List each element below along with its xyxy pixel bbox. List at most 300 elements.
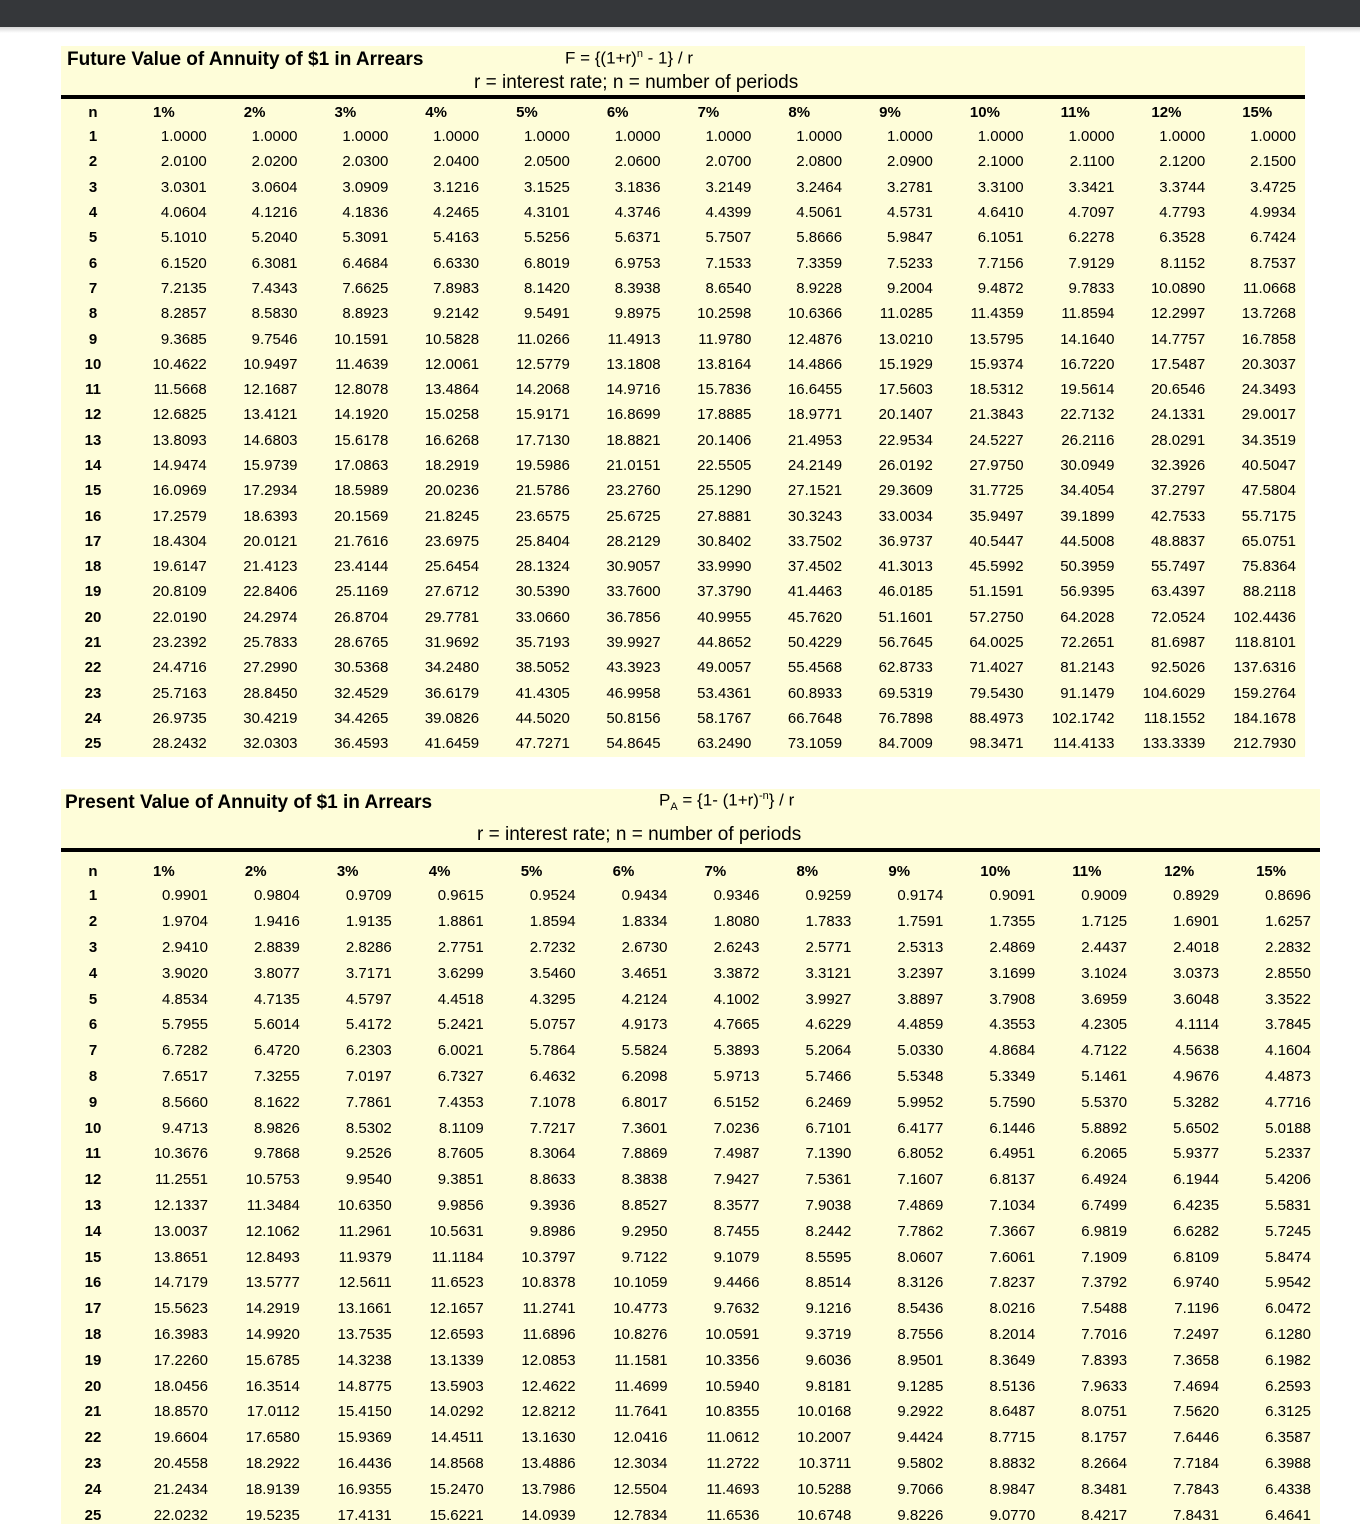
- value-cell: 16.6455: [787, 381, 843, 399]
- column-header-rate: 12%: [1164, 862, 1195, 880]
- value-cell: 98.3471: [969, 735, 1024, 753]
- value-cell: 11.0612: [706, 1429, 760, 1447]
- table-row: [61, 1012, 1320, 1038]
- period-cell: 5: [88, 990, 98, 1008]
- value-cell: 28.1324: [515, 558, 570, 576]
- value-cell: 2.2832: [1265, 938, 1311, 956]
- value-cell: 8.9826: [253, 1119, 300, 1137]
- top-bar-shadow: [0, 27, 1360, 33]
- value-cell: 6.7282: [162, 1042, 208, 1060]
- period-cell: 24: [84, 1480, 102, 1498]
- value-cell: 6.2303: [345, 1042, 392, 1060]
- value-cell: 6.4632: [529, 1067, 576, 1085]
- value-cell: 8.2442: [805, 1222, 852, 1240]
- value-cell: 24.3493: [1241, 381, 1296, 399]
- value-cell: 10.3356: [705, 1351, 760, 1369]
- value-cell: 4.5731: [887, 204, 933, 222]
- value-cell: 11.2961: [338, 1222, 392, 1240]
- value-cell: 46.9958: [606, 684, 661, 702]
- value-cell: 1.0000: [705, 128, 752, 146]
- value-cell: 6.6282: [1173, 1222, 1220, 1240]
- value-cell: 26.8704: [334, 608, 389, 626]
- value-cell: 5.8892: [1081, 1119, 1128, 1137]
- value-cell: 18.8570: [153, 1403, 208, 1421]
- value-cell: 7.8869: [621, 1145, 668, 1163]
- period-cell: 8: [88, 1067, 98, 1085]
- table-row: [61, 478, 1305, 503]
- value-cell: 8.5136: [989, 1377, 1036, 1395]
- column-header-rate: 11%: [1072, 862, 1102, 880]
- value-cell: 7.8237: [989, 1274, 1036, 1292]
- value-cell: 3.6959: [1081, 990, 1128, 1008]
- value-cell: 14.8775: [337, 1377, 392, 1395]
- value-cell: 6.1520: [160, 254, 207, 272]
- value-cell: 12.0853: [521, 1351, 576, 1369]
- column-header-rate: 15%: [1256, 862, 1287, 880]
- value-cell: 14.7757: [1150, 330, 1206, 348]
- value-cell: 8.9847: [989, 1480, 1036, 1498]
- period-cell: 2: [88, 913, 98, 931]
- value-cell: 6.1051: [977, 229, 1024, 247]
- value-cell: 2.9410: [162, 938, 208, 956]
- value-cell: 5.3282: [1173, 1093, 1220, 1111]
- value-cell: 8.3064: [529, 1145, 576, 1163]
- value-cell: 7.9129: [1068, 254, 1115, 272]
- value-cell: 92.5026: [1150, 659, 1206, 677]
- value-cell: 8.2857: [160, 305, 207, 323]
- value-cell: 64.0025: [969, 634, 1024, 652]
- period-cell: 3: [88, 178, 98, 196]
- value-cell: 4.2124: [621, 990, 668, 1008]
- value-cell: 6.1446: [989, 1119, 1036, 1137]
- table-header-row: [61, 859, 1320, 883]
- value-cell: 50.8156: [606, 709, 661, 727]
- value-cell: 30.3243: [787, 507, 843, 525]
- value-cell: 4.0604: [160, 204, 207, 222]
- value-cell: 8.8527: [621, 1196, 668, 1214]
- value-cell: 8.1109: [438, 1119, 484, 1137]
- value-cell: 5.0757: [529, 1016, 576, 1034]
- period-cell: 10: [84, 1119, 102, 1137]
- value-cell: 10.8355: [705, 1403, 760, 1421]
- value-cell: 44.5020: [515, 709, 570, 727]
- value-cell: 6.3988: [1265, 1454, 1311, 1472]
- value-cell: 4.4518: [437, 990, 484, 1008]
- value-cell: 7.8393: [1081, 1351, 1128, 1369]
- table-row: [61, 681, 1305, 706]
- value-cell: 3.7908: [989, 990, 1036, 1008]
- value-cell: 22.0232: [153, 1506, 208, 1524]
- value-cell: 36.7856: [606, 608, 661, 626]
- value-cell: 10.1591: [334, 330, 389, 348]
- table-row: [61, 986, 1320, 1012]
- value-cell: 18.4304: [152, 532, 207, 550]
- value-cell: 34.4265: [334, 709, 389, 727]
- value-cell: 14.2068: [515, 381, 570, 399]
- value-cell: 37.3790: [697, 583, 752, 601]
- value-cell: 16.3514: [245, 1377, 300, 1395]
- value-cell: 20.1406: [697, 431, 752, 449]
- value-cell: 13.5795: [969, 330, 1024, 348]
- value-cell: 6.9753: [614, 254, 661, 272]
- value-cell: 75.8364: [1241, 558, 1296, 576]
- value-cell: 10.5288: [797, 1480, 852, 1498]
- table-row: [61, 630, 1305, 655]
- value-cell: 1.0000: [796, 128, 843, 146]
- header-divider: [61, 848, 1320, 852]
- value-cell: 6.9819: [1081, 1222, 1128, 1240]
- value-cell: 1.8861: [437, 913, 484, 931]
- column-header-rate: 4%: [428, 862, 451, 880]
- value-cell: 1.9416: [253, 913, 300, 931]
- value-cell: 6.2469: [805, 1093, 852, 1111]
- value-cell: 3.3421: [1068, 178, 1115, 196]
- value-cell: 18.5989: [334, 482, 389, 500]
- period-cell: 7: [88, 1042, 98, 1060]
- value-cell: 1.6901: [1173, 913, 1220, 931]
- value-cell: 7.4869: [897, 1196, 944, 1214]
- value-cell: 7.4694: [1173, 1377, 1220, 1395]
- future-value-table-panel: [61, 46, 1305, 757]
- value-cell: 41.4305: [515, 684, 570, 702]
- column-header-rate: 10%: [980, 862, 1011, 880]
- value-cell: 6.4924: [1081, 1171, 1128, 1189]
- column-header-rate: 8%: [788, 103, 811, 121]
- value-cell: 2.7232: [529, 938, 576, 956]
- table-row: [61, 529, 1305, 554]
- value-cell: 3.8077: [253, 964, 300, 982]
- value-cell: 6.2065: [1081, 1145, 1128, 1163]
- value-cell: 4.2465: [433, 204, 480, 222]
- value-cell: 10.0890: [1150, 279, 1206, 297]
- value-cell: 8.5436: [897, 1300, 944, 1318]
- value-cell: 41.6459: [424, 735, 480, 753]
- table-row: [61, 377, 1305, 402]
- value-cell: 39.1899: [1060, 507, 1115, 525]
- table-row: [61, 1270, 1320, 1296]
- value-cell: 12.7834: [613, 1506, 668, 1524]
- value-cell: 25.7163: [152, 684, 207, 702]
- value-cell: 22.9534: [878, 431, 933, 449]
- value-cell: 6.4684: [342, 254, 389, 272]
- value-cell: 5.5824: [621, 1042, 668, 1060]
- value-cell: 18.9771: [787, 406, 843, 424]
- period-cell: 14: [84, 457, 102, 474]
- value-cell: 0.9615: [437, 887, 484, 905]
- value-cell: 30.0949: [1060, 457, 1115, 474]
- value-cell: 10.6366: [787, 305, 843, 323]
- value-cell: 10.0591: [705, 1325, 760, 1343]
- value-cell: 133.3339: [1142, 735, 1206, 753]
- value-cell: 37.4502: [787, 558, 843, 576]
- value-cell: 14.0292: [429, 1403, 484, 1421]
- value-cell: 8.2014: [989, 1325, 1036, 1343]
- value-cell: 47.7271: [515, 735, 570, 753]
- value-cell: 88.4973: [969, 709, 1024, 727]
- value-cell: 13.5777: [245, 1274, 300, 1292]
- value-cell: 9.3685: [160, 330, 207, 348]
- value-cell: 3.3872: [713, 964, 760, 982]
- table-row: [61, 909, 1320, 935]
- value-cell: 8.1622: [253, 1093, 300, 1111]
- value-cell: 9.4872: [977, 279, 1024, 297]
- value-cell: 10.2598: [697, 305, 752, 323]
- table-row: [61, 326, 1305, 351]
- value-cell: 28.6765: [334, 634, 389, 652]
- value-cell: 20.3037: [1241, 355, 1296, 373]
- value-cell: 20.0121: [243, 532, 298, 550]
- value-cell: 50.3959: [1060, 558, 1115, 576]
- value-cell: 5.3091: [342, 229, 389, 247]
- value-cell: 17.0863: [334, 457, 389, 474]
- value-cell: 2.0900: [887, 153, 933, 171]
- value-cell: 21.0151: [606, 457, 661, 474]
- value-cell: 12.1337: [153, 1196, 208, 1214]
- value-cell: 12.2997: [1150, 305, 1206, 323]
- value-cell: 35.7193: [515, 634, 570, 652]
- column-header-rate: 6%: [612, 862, 635, 880]
- value-cell: 6.4951: [989, 1145, 1036, 1163]
- table-row: [61, 124, 1305, 149]
- value-cell: 4.9934: [1250, 204, 1296, 222]
- value-cell: 5.6014: [253, 1016, 300, 1034]
- value-cell: 25.8404: [515, 532, 570, 550]
- period-cell: 10: [84, 355, 102, 373]
- value-cell: 212.7930: [1233, 735, 1296, 753]
- value-cell: 8.1152: [1160, 254, 1206, 272]
- value-cell: 9.2004: [887, 279, 933, 297]
- value-cell: 2.0800: [796, 153, 843, 171]
- value-cell: 5.1461: [1081, 1067, 1128, 1085]
- value-cell: 12.8078: [334, 381, 389, 399]
- value-cell: 39.9927: [606, 634, 661, 652]
- value-cell: 7.4343: [251, 279, 298, 297]
- value-cell: 4.1836: [342, 204, 389, 222]
- value-cell: 3.1525: [523, 178, 570, 196]
- value-cell: 4.3746: [614, 204, 661, 222]
- value-cell: 28.2129: [606, 532, 661, 550]
- value-cell: 9.9856: [437, 1196, 484, 1214]
- column-header-rate: 15%: [1242, 103, 1273, 121]
- value-cell: 13.4121: [243, 406, 298, 424]
- value-cell: 7.0236: [713, 1119, 760, 1137]
- value-cell: 22.7132: [1060, 406, 1115, 424]
- value-cell: 12.4622: [521, 1377, 576, 1395]
- value-cell: 5.9377: [1173, 1145, 1220, 1163]
- period-cell: 23: [84, 684, 102, 702]
- value-cell: 15.5623: [153, 1300, 208, 1318]
- value-cell: 2.8286: [345, 938, 392, 956]
- value-cell: 9.5802: [897, 1454, 944, 1472]
- value-cell: 3.5460: [529, 964, 576, 982]
- value-cell: 25.1169: [335, 583, 389, 601]
- value-cell: 4.1604: [1265, 1042, 1311, 1060]
- period-cell: 12: [84, 406, 102, 424]
- table-row: [61, 1244, 1320, 1270]
- value-cell: 5.6371: [614, 229, 661, 247]
- value-cell: 6.1944: [1173, 1171, 1220, 1189]
- value-cell: 6.4720: [253, 1042, 300, 1060]
- value-cell: 10.8276: [613, 1325, 668, 1343]
- value-cell: 4.6229: [805, 1016, 852, 1034]
- value-cell: 11.4359: [970, 305, 1024, 323]
- value-cell: 0.8929: [1173, 887, 1220, 905]
- value-cell: 88.2118: [1242, 583, 1296, 601]
- value-cell: 24.1331: [1150, 406, 1206, 424]
- value-cell: 9.7066: [897, 1480, 944, 1498]
- value-cell: 72.2651: [1060, 634, 1115, 652]
- value-cell: 4.7665: [713, 1016, 760, 1034]
- table-row: [61, 655, 1305, 680]
- value-cell: 5.4172: [345, 1016, 392, 1034]
- value-cell: 12.8493: [245, 1248, 300, 1266]
- value-cell: 9.7122: [621, 1248, 668, 1266]
- value-cell: 36.6179: [424, 684, 480, 702]
- value-cell: 10.3676: [153, 1145, 208, 1163]
- value-cell: 12.6825: [152, 406, 207, 424]
- value-cell: 9.2142: [433, 305, 480, 323]
- value-cell: 0.9804: [253, 887, 300, 905]
- value-cell: 104.6029: [1142, 684, 1206, 702]
- value-cell: 9.4466: [713, 1274, 760, 1292]
- table-row: [61, 883, 1320, 909]
- value-cell: 7.3667: [989, 1222, 1036, 1240]
- value-cell: 65.0751: [1241, 532, 1296, 550]
- value-cell: 7.7016: [1081, 1325, 1128, 1343]
- value-cell: 20.0236: [424, 482, 480, 500]
- present-value-table: [61, 859, 1320, 1528]
- value-cell: 4.4399: [705, 204, 752, 222]
- value-cell: 18.0456: [153, 1377, 208, 1395]
- table-row: [61, 1089, 1320, 1115]
- value-cell: 2.6730: [621, 938, 668, 956]
- period-cell: 25: [84, 1506, 102, 1524]
- value-cell: 6.3587: [1265, 1429, 1311, 1447]
- value-cell: 5.2064: [805, 1042, 852, 1060]
- value-cell: 1.0000: [342, 128, 389, 146]
- value-cell: 3.1216: [433, 178, 480, 196]
- value-cell: 48.8837: [1150, 532, 1206, 550]
- value-cell: 6.1280: [1265, 1325, 1311, 1343]
- value-cell: 14.1640: [1060, 330, 1115, 348]
- value-cell: 17.2579: [152, 507, 207, 525]
- value-cell: 55.7175: [1241, 507, 1296, 525]
- period-cell: 21: [84, 1403, 102, 1421]
- value-cell: 6.8052: [897, 1145, 944, 1163]
- value-cell: 15.9171: [515, 406, 570, 424]
- value-cell: 11.2741: [522, 1300, 576, 1318]
- value-cell: 13.7535: [337, 1325, 392, 1343]
- value-cell: 7.1533: [705, 254, 752, 272]
- value-cell: 64.2028: [1060, 608, 1115, 626]
- value-cell: 18.2922: [245, 1454, 300, 1472]
- value-cell: 7.5361: [805, 1171, 852, 1189]
- value-cell: 45.7620: [787, 608, 843, 626]
- value-cell: 8.0216: [989, 1300, 1036, 1318]
- value-cell: 12.4876: [787, 330, 843, 348]
- value-cell: 6.2278: [1068, 229, 1115, 247]
- value-cell: 30.8402: [697, 532, 752, 550]
- value-cell: 16.7220: [1060, 355, 1115, 373]
- value-cell: 84.7009: [878, 735, 933, 753]
- value-cell: 28.2432: [152, 735, 207, 753]
- value-cell: 7.3792: [1081, 1274, 1128, 1292]
- value-cell: 17.2260: [153, 1351, 208, 1369]
- period-cell: 14: [84, 1222, 102, 1240]
- value-cell: 9.2526: [345, 1145, 392, 1163]
- value-cell: 29.0017: [1241, 406, 1296, 424]
- table-row: [61, 1451, 1320, 1477]
- period-cell: 23: [84, 1454, 102, 1472]
- value-cell: 30.5368: [334, 659, 389, 677]
- value-cell: 6.4641: [1265, 1506, 1311, 1524]
- value-cell: 12.5504: [613, 1480, 668, 1498]
- table-row: [61, 453, 1305, 478]
- value-cell: 35.9497: [969, 507, 1024, 525]
- value-cell: 54.8645: [606, 735, 661, 753]
- value-cell: 21.7616: [334, 532, 389, 550]
- period-cell: 11: [85, 381, 101, 399]
- value-cell: 12.3034: [613, 1454, 668, 1472]
- value-cell: 6.7327: [437, 1067, 484, 1085]
- value-cell: 34.4054: [1060, 482, 1115, 500]
- value-cell: 2.0200: [251, 153, 298, 171]
- value-cell: 9.1216: [805, 1300, 852, 1318]
- value-cell: 1.0000: [977, 128, 1024, 146]
- value-cell: 1.7125: [1081, 913, 1128, 931]
- value-cell: 7.6625: [342, 279, 389, 297]
- value-cell: 7.1909: [1081, 1248, 1128, 1266]
- value-cell: 56.9395: [1060, 583, 1115, 601]
- period-cell: 21: [84, 634, 102, 652]
- value-cell: 13.1661: [337, 1300, 392, 1318]
- table-row: [61, 200, 1305, 225]
- value-cell: 8.3577: [713, 1196, 760, 1214]
- value-cell: 17.5603: [878, 381, 933, 399]
- value-cell: 15.7836: [697, 381, 752, 399]
- value-cell: 8.7605: [437, 1145, 484, 1163]
- value-cell: 8.4217: [1081, 1506, 1128, 1524]
- value-cell: 8.8923: [342, 305, 389, 323]
- value-cell: 4.8684: [989, 1042, 1036, 1060]
- value-cell: 7.7184: [1173, 1454, 1220, 1472]
- value-cell: 8.7455: [713, 1222, 760, 1240]
- value-cell: 30.9057: [606, 558, 661, 576]
- value-cell: 5.9847: [887, 229, 933, 247]
- period-cell: 4: [88, 204, 98, 222]
- column-header-rate: 5%: [516, 103, 538, 121]
- value-cell: 27.1521: [787, 482, 843, 500]
- value-cell: 11.2722: [706, 1454, 760, 1472]
- period-cell: 2: [88, 153, 98, 171]
- value-cell: 5.7590: [989, 1093, 1036, 1111]
- value-cell: 23.4144: [334, 558, 389, 576]
- value-cell: 0.9524: [529, 887, 576, 905]
- table-row: [61, 1322, 1320, 1348]
- value-cell: 8.1757: [1081, 1429, 1128, 1447]
- value-cell: 21.4953: [787, 431, 843, 449]
- value-cell: 6.3528: [1159, 229, 1206, 247]
- value-cell: 11.9379: [338, 1248, 392, 1266]
- value-cell: 4.3553: [989, 1016, 1036, 1034]
- value-cell: 4.5061: [796, 204, 843, 222]
- value-cell: 38.5052: [515, 659, 570, 677]
- value-cell: 73.1059: [787, 735, 843, 753]
- value-cell: 2.8839: [253, 938, 300, 956]
- value-cell: 34.2480: [424, 659, 480, 677]
- value-cell: 10.5940: [705, 1377, 760, 1395]
- value-cell: 8.9228: [796, 279, 843, 297]
